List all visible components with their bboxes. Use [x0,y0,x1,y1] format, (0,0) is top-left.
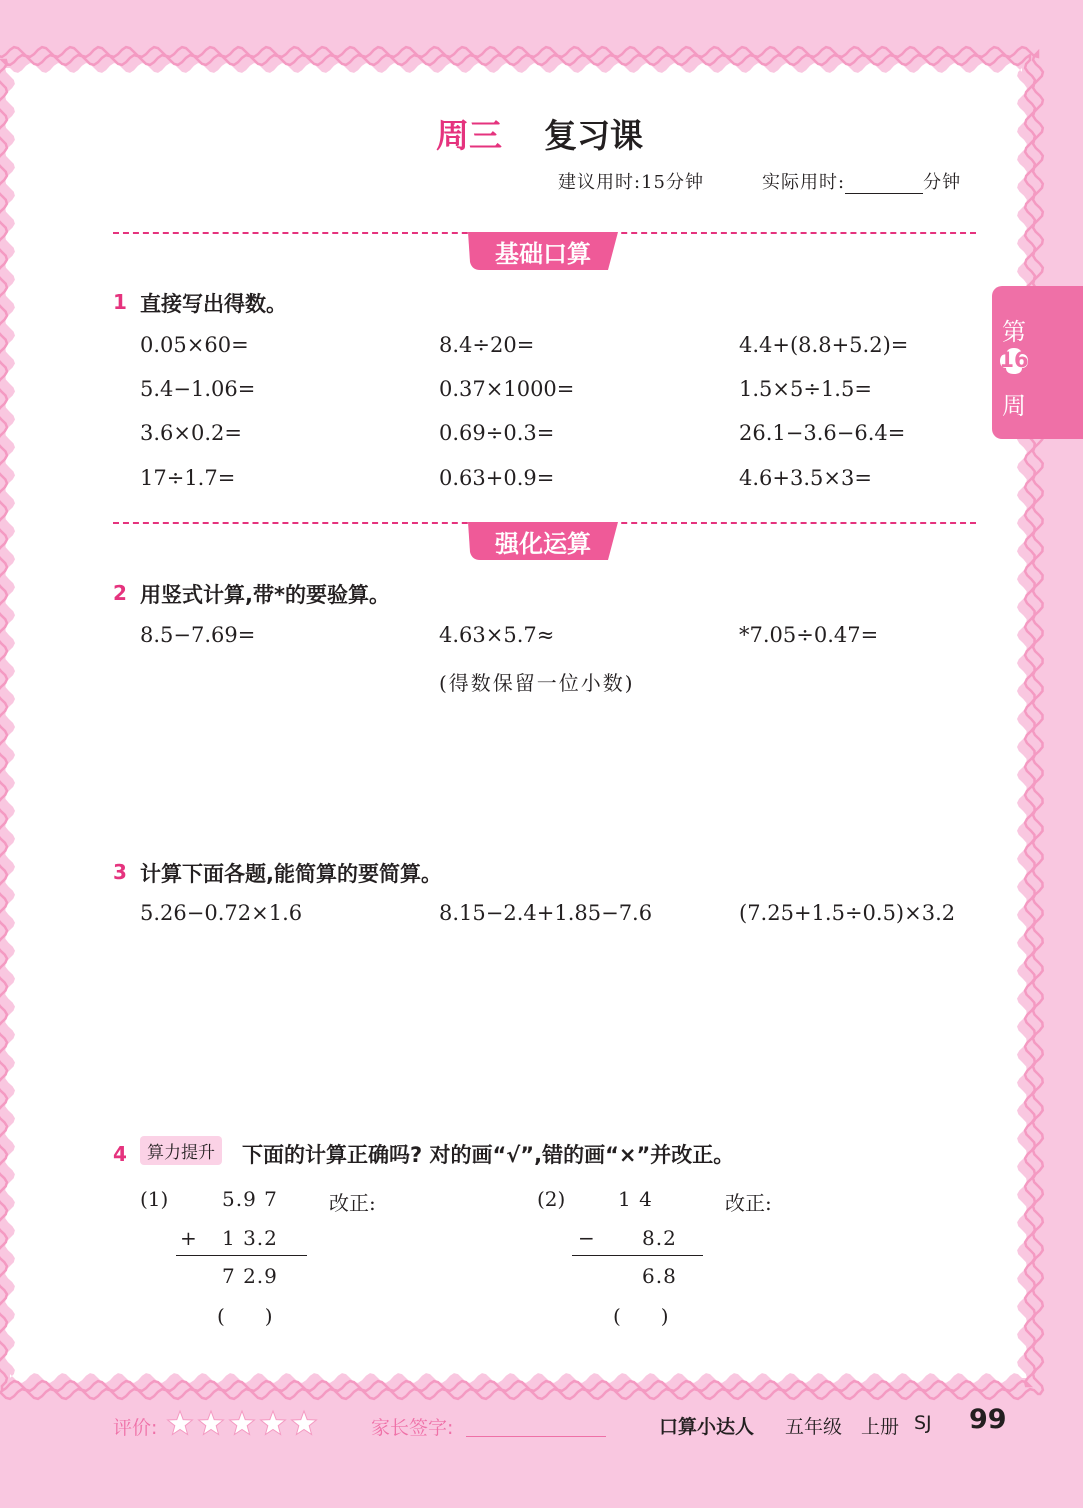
actual-time-label: 实际用时: [762,172,846,193]
rating-label: 评价: [113,1417,158,1439]
q1-item: 4.4+(8.8+5.2)= [739,333,909,357]
week-number: 16 [999,348,1029,372]
q1-item: 0.05×60= [140,333,249,357]
q3-item: (7.25+1.5÷0.5)×3.2 [739,901,956,925]
question-number: 4 [113,1142,127,1166]
actual-time-blank[interactable] [845,175,923,194]
parent-signature-line[interactable] [466,1436,606,1437]
book-volume: 上册 [861,1416,900,1438]
week-tab-prefix: 第 [1002,318,1026,346]
star-icon[interactable] [230,1411,255,1435]
q4-part-label: (1) [140,1187,169,1211]
question-number: 1 [113,290,127,314]
star-icon[interactable] [292,1411,317,1435]
q4-operator: + [180,1226,197,1250]
q1-item: 4.6+3.5×3= [739,466,872,490]
q4-top-number: 1 4 [618,1187,653,1211]
badge-boost-label: 算力提升 [140,1136,222,1165]
question-text: 用竖式计算,带*的要验算。 [140,583,390,607]
q4-answer-parens[interactable]: ( ) [217,1304,273,1328]
question-number: 2 [113,581,127,605]
q1-item: 1.5×5÷1.5= [739,377,872,401]
q4-operator: − [578,1226,595,1250]
parent-signature-label: 家长签字: [371,1417,454,1439]
q2-item: 8.5−7.69= [140,623,256,647]
q1-item: 3.6×0.2= [140,421,242,445]
q1-item: 8.4÷20= [439,333,535,357]
star-icon[interactable] [168,1411,193,1435]
q4-result: 7 2.9 [222,1264,278,1288]
question-number: 3 [113,860,127,884]
page-title: 复习课 [544,116,643,155]
page-number: 99 [969,1404,1007,1435]
q1-item: 26.1−3.6−6.4= [739,421,906,445]
q1-item: 0.69÷0.3= [439,421,555,445]
q1-item: 5.4−1.06= [140,377,256,401]
q4-fix-label: 改正: [725,1191,772,1215]
star-icon[interactable] [199,1411,224,1435]
section-tag-enhanced-label: 强化运算 [495,529,591,558]
section-tag-enhanced [468,522,618,560]
q2-item: 4.63×5.7≈ [439,623,555,647]
q3-item: 8.15−2.4+1.85−7.6 [439,901,653,925]
q4-part-label: (2) [537,1187,566,1211]
badge-boost [140,1136,222,1165]
q1-item: 0.37×1000= [439,377,575,401]
q4-fix-label: 改正: [329,1191,376,1215]
q4-result: 6.8 [642,1264,677,1288]
star-icon-group [166,1408,326,1440]
q2-item: *7.05÷0.47= [739,623,879,647]
q4-sum-line [176,1255,307,1256]
q4-answer-parens[interactable]: ( ) [613,1304,669,1328]
actual-time-unit: 分钟 [923,172,962,193]
suggested-time: 建议用时:15分钟 [558,172,704,193]
q4-second-number: 1 3.2 [222,1226,278,1250]
rating-stars[interactable] [166,1408,326,1444]
q2-note: (得数保留一位小数) [439,671,635,695]
q4-difference-line [572,1255,703,1256]
section-tag-basic-label: 基础口算 [495,239,591,268]
q1-item: 0.63+0.9= [439,466,555,490]
book-title: 口算小达人 [659,1416,755,1438]
star-icon[interactable] [261,1411,286,1435]
q4-second-number: 8.2 [642,1226,677,1250]
book-grade: 五年级 [785,1416,843,1438]
question-text: 下面的计算正确吗? 对的画“√”,错的画“×”并改正。 [242,1143,735,1167]
day-label: 周三 [436,116,502,155]
q1-item: 17÷1.7= [140,466,236,490]
week-tab-suffix: 周 [1002,392,1026,420]
q4-top-number: 5.9 7 [222,1187,278,1211]
question-text: 计算下面各题,能简算的要简算。 [140,862,442,886]
actual-time [762,168,961,194]
week-tab [992,286,1083,439]
section-tag-basic [468,232,618,270]
question-text: 直接写出得数。 [140,292,287,316]
q3-item: 5.26−0.72×1.6 [140,901,303,925]
book-edition: SJ [914,1412,932,1434]
